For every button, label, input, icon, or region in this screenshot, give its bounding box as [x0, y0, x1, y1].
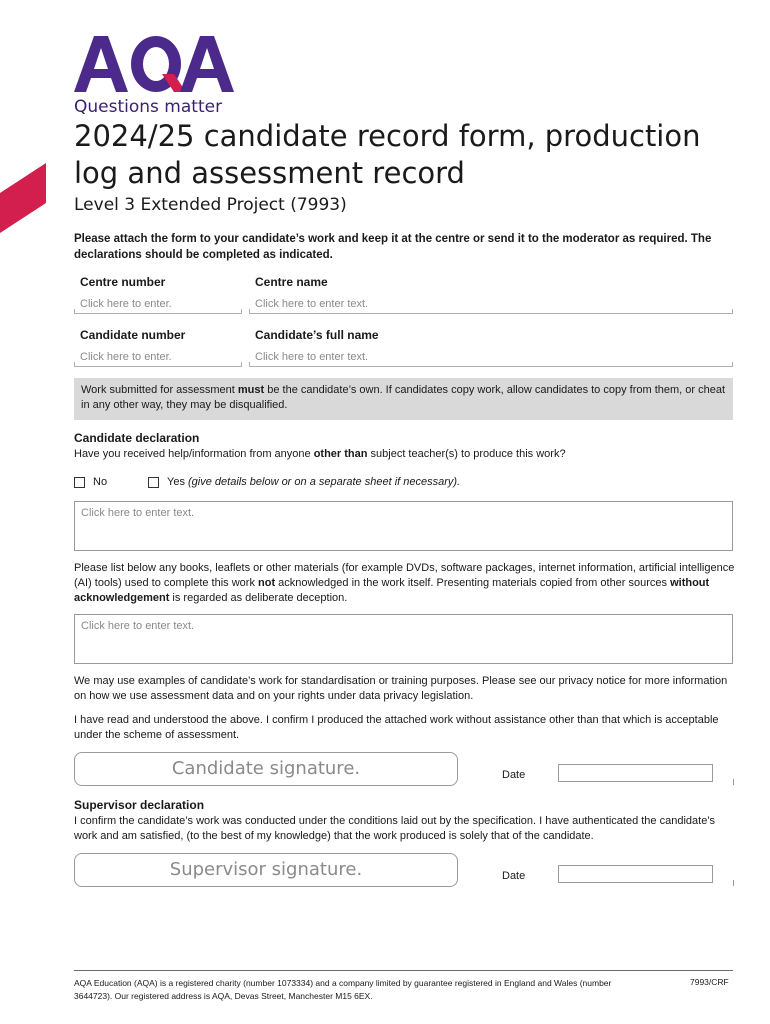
centre-name-input[interactable]: Click here to enter text.	[249, 298, 733, 314]
footer-document-code: 7993/CRF	[690, 977, 729, 987]
candidate-date-label: Date	[502, 769, 526, 781]
help-option-yes[interactable]	[148, 476, 460, 488]
page-subtitle: Level 3 Extended Project (7993)	[74, 195, 347, 215]
no-checkbox[interactable]	[74, 477, 85, 488]
candidate-declaration-heading: Candidate declaration	[74, 431, 200, 445]
materials-instructions	[74, 561, 736, 606]
materials-textarea[interactable]: Click here to enter text.	[74, 614, 733, 664]
aqa-logo	[74, 34, 234, 118]
supervisor-date-input[interactable]	[558, 865, 713, 883]
notice-text-pre: Work submitted for assessment	[81, 384, 238, 396]
supervisor-signature-field[interactable]: Supervisor signature.	[74, 853, 458, 887]
yes-label: Yes	[167, 476, 189, 488]
disqualification-notice	[74, 378, 733, 420]
help-option-no[interactable]	[74, 476, 107, 488]
candidate-number-input[interactable]: Click here to enter.	[74, 351, 242, 367]
aqa-logo-mark	[74, 34, 234, 96]
footer-divider	[74, 970, 733, 971]
notice-text-bold: must	[237, 384, 265, 396]
supervisor-date-label: Date	[502, 870, 526, 882]
help-question-pre: Have you received help/information from anyone	[74, 448, 314, 460]
instructions: Please attach the form to your candidate’s work and keep it at the centre or send it to the moderator as required. The declarations should be completed as indicated.	[74, 233, 712, 261]
brand-accent-shape	[0, 163, 46, 233]
page-title: 2024/25 candidate record form, production log and assessment record	[74, 119, 701, 190]
centre-number-label: Centre number	[80, 275, 166, 289]
yes-checkbox[interactable]	[148, 477, 159, 488]
candidate-number-label: Candidate number	[80, 328, 186, 342]
help-question-post: subject teacher(s) to produce this work?	[367, 448, 566, 460]
footer-legal-text: AQA Education (AQA) is a registered charity (number 1073334) and a company limited by guarantee registered in England and Wales (number 3644723). Our registered address is AQA, Devas Street, Manchester M15 6EX.	[74, 978, 612, 1001]
no-label: No	[93, 476, 108, 488]
help-details-textarea[interactable]: Click here to enter text.	[74, 501, 733, 551]
notice-text-post: be the candidate’s own. If candidates copy work, allow candidates to copy from them, or cheat in any other way, they may be disqualified.	[81, 384, 726, 411]
candidate-confirmation: I have read and understood the above. I confirm I produced the attached work without assistance other than that which is acceptable under the scheme of assessment.	[74, 714, 719, 741]
candidate-date-input[interactable]	[558, 764, 713, 782]
help-question-bold: other than	[313, 448, 368, 460]
logo-tagline: Questions matter	[74, 97, 223, 117]
materials-text-bold-not: not	[258, 577, 276, 589]
materials-text-bold-ack: without acknowledgement	[74, 577, 710, 604]
candidate-name-input[interactable]: Click here to enter text.	[249, 351, 733, 367]
help-question	[74, 447, 736, 462]
supervisor-date-tick	[733, 880, 734, 886]
supervisor-declaration-heading: Supervisor declaration	[74, 798, 205, 812]
candidate-name-label: Candidate’s full name	[255, 328, 379, 342]
materials-text-post: is regarded as deliberate deception.	[169, 592, 348, 604]
centre-number-input[interactable]: Click here to enter.	[74, 298, 242, 314]
candidate-signature-field[interactable]: Candidate signature.	[74, 752, 458, 786]
candidate-date-tick	[733, 779, 734, 785]
materials-text-mid: acknowledged in the work itself. Presenting materials copied from other sources	[275, 577, 671, 589]
centre-name-label: Centre name	[255, 275, 328, 289]
yes-note: (give details below or on a separate sheet if necessary).	[188, 476, 461, 488]
privacy-notice: We may use examples of candidate’s work for standardisation or training purposes. Please see our privacy notice for more information on how we use assessment data and on your rights under data privacy legislation.	[74, 675, 728, 702]
materials-text-pre: Please list below any books, leaflets or other materials (for example DVDs, software packages, internet information, artificial intelligence (AI) tools) used to complete this work	[74, 562, 735, 589]
supervisor-statement: I confirm the candidate’s work was conducted under the conditions laid out by the specification. I have authenticated the candidate’s work and am satisfied, (to the best of my knowledge) that the work produced is solely that of the candidate.	[74, 815, 716, 842]
